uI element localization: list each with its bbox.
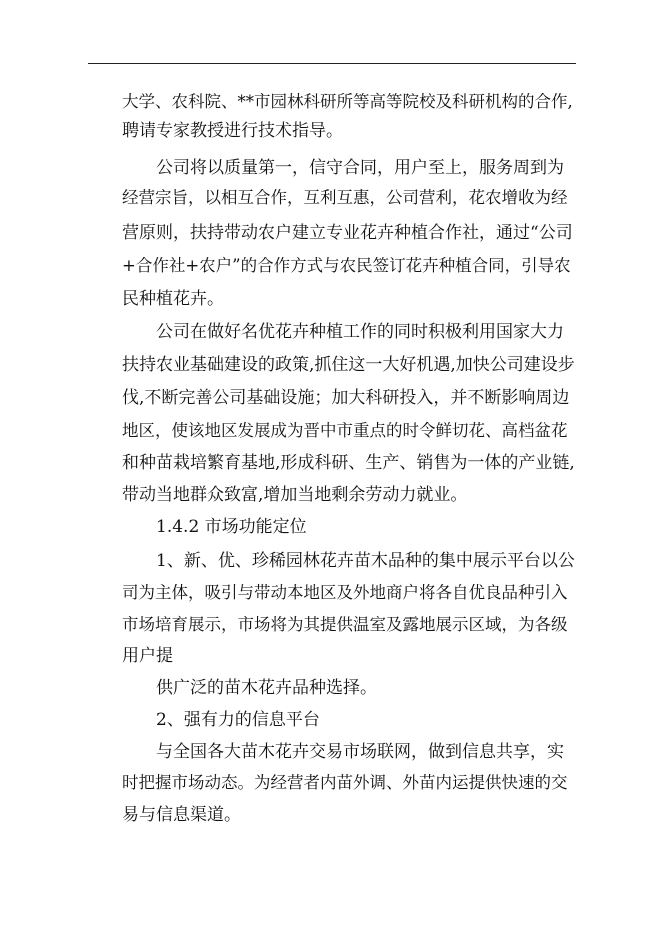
text-line: 和种苗栽培繁育基地,形成科研、生产、销售为一体的产业链, — [122, 453, 575, 473]
text-line: 1、新、优、珍稀园林花卉苗木品种的集中展示平台以公 — [156, 551, 575, 571]
text-line: 时把握市场动态。为经营者内苗外调、外苗内运提供快速的交 — [122, 773, 568, 792]
text-line: 聘请专家教授进行技术指导。 — [122, 121, 343, 141]
text-line: 易与信息渠道。 — [122, 805, 241, 825]
text-line: +合作社+农户”的合作方式与农民签订花卉种植合同，引导农 — [122, 256, 571, 275]
text-line: 营原则，扶持带动农户建立专业花卉种植合作社，通过“公司 — [122, 223, 573, 243]
header-rule — [88, 63, 576, 64]
text-line: 大学、农科院、**市园林科研所等高等院校及科研机构的合作, — [122, 92, 573, 111]
section-heading: 1.4.2 市场功能定位 — [156, 517, 307, 537]
text-line: 与全国各大苗木花卉交易市场联网，做到信息共享，实 — [156, 742, 564, 762]
text-line: 带动当地群众致富,增加当地剩余劳动力就业。 — [122, 485, 468, 505]
text-line: 民种植花卉。 — [122, 289, 224, 309]
text-line: 司为主体，吸引与带动本地区及外地商户将各自优良品种引入 — [122, 583, 568, 602]
text-line: 公司将以质量第一，信守合同，用户至上，服务周到为 — [156, 158, 564, 178]
text-line: 地区，使该地区发展成为晋中市重点的时令鲜切花、高档盆花 — [122, 421, 568, 440]
subheading: 2、强有力的信息平台 — [156, 710, 320, 730]
text-line: 经营宗旨，以相互合作，互利互惠，公司营利，花农增收为经 — [122, 188, 568, 207]
text-line: 伐,不断完善公司基础设施；加大科研投入，并不断影响周边 — [122, 388, 570, 408]
text-line: 市场培育展示，市场将为其提供温室及露地展示区域，为各级 — [122, 615, 568, 634]
text-line: 供广泛的苗木花卉品种选择。 — [156, 678, 377, 698]
text-line: 公司在做好名优花卉种植工作的同时积极利用国家大力 — [156, 322, 564, 342]
text-line: 扶持农业基础建设的政策,抓住这一大好机遇,加快公司建设步 — [122, 355, 575, 375]
text-line: 用户提 — [122, 646, 173, 666]
